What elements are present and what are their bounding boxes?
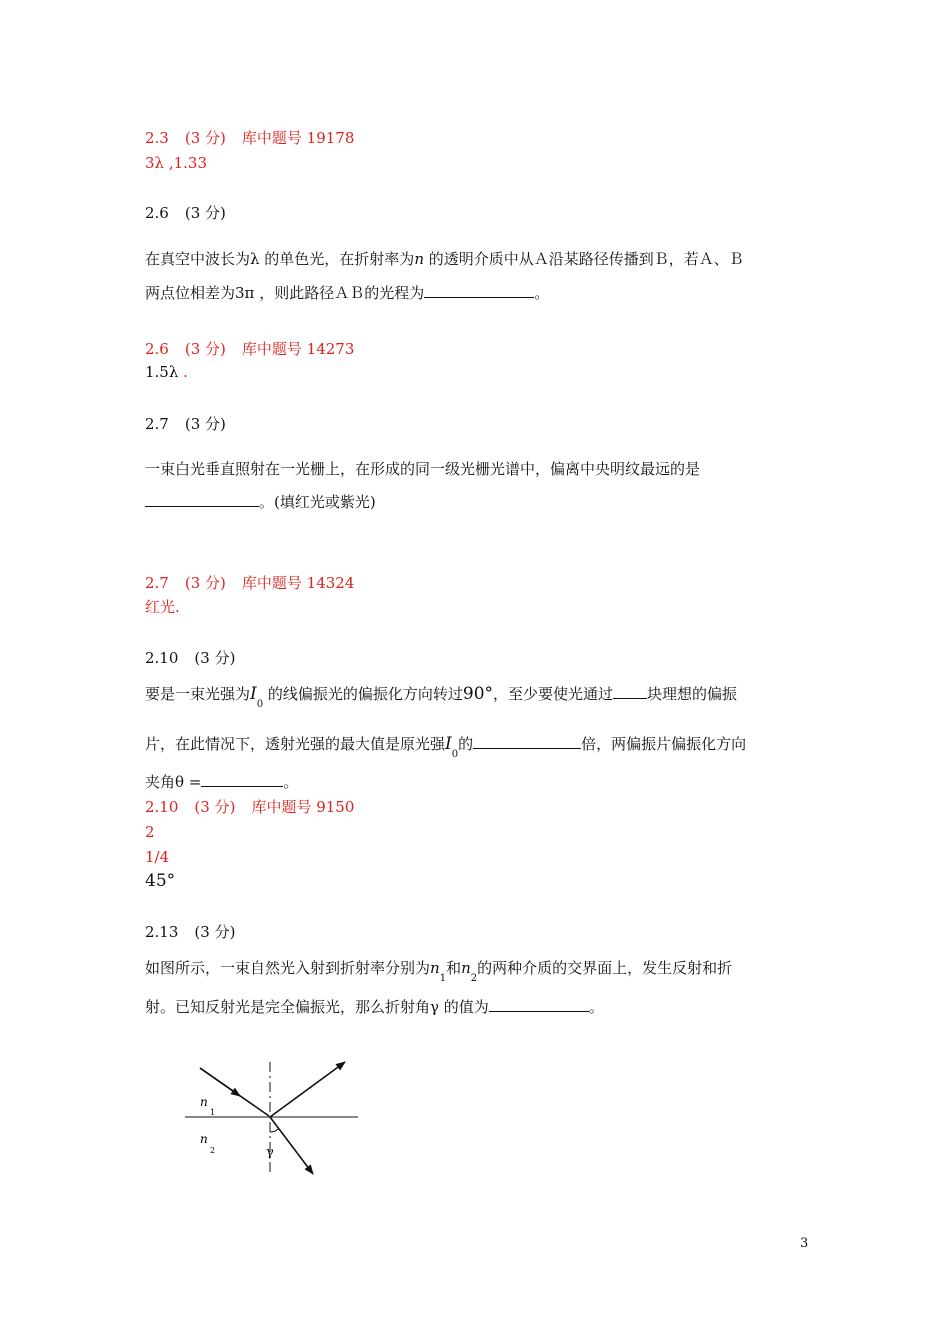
answer-2-10-2: 1/4 — [145, 848, 170, 866]
question-2-7-line1: 一束白光垂直照射在一光栅上，在形成的同一级光栅光谱中，偏离中央明纹最远的是 — [145, 460, 701, 478]
label-n2-sub: 2 — [210, 1146, 216, 1155]
answer-2-10-3: 45° — [145, 871, 176, 891]
refracted-ray — [270, 1117, 313, 1174]
question-2-10-line2: 片，在此情况下，透射光强的最大值是原光强$I_0$的 倍，两偏振片偏振化方向 — [145, 734, 747, 760]
question-2-13-line1: 如图所示，一束自然光入射到折射率分别为$n_1$和$n_2$的两种介质的交界面上，发生反射和折 — [145, 959, 733, 984]
question-2-13-line2: 射。已知反射光是完全偏振光，那么折射角γ 的值为 。 — [145, 998, 604, 1016]
answer-blank — [489, 997, 589, 1012]
answer-header-2-6: 2.6 (3 分) 库中题号 14273 — [145, 340, 355, 358]
answer-2-6: 1.5λ . — [145, 363, 188, 381]
question-2-10-line3: 夹角θ = 。 — [145, 773, 299, 791]
question-header-2-7: 2.7 (3 分) — [145, 415, 226, 433]
incident-arrow — [200, 1068, 240, 1096]
page-number: 3 — [800, 1236, 809, 1251]
label-n1-sub: 1 — [210, 1108, 216, 1117]
answer-blank — [201, 772, 283, 787]
reflected-ray — [270, 1062, 345, 1117]
question-header-2-10: 2.10 (3 分) — [145, 649, 236, 667]
answer-blank — [424, 283, 534, 298]
answer-2-3: 3λ ,1.33 — [145, 154, 207, 172]
answer-header-2-3: 2.3 (3 分) 库中题号 19178 — [145, 129, 355, 147]
answer-blank — [473, 734, 581, 749]
label-n1: n — [200, 1095, 208, 1109]
question-2-6-line1: 在真空中波长为λ 的单色光，在折射率为n 的透明介质中从Ａ沿某路径传播到Ｂ，若Ａ、Ｂ — [145, 250, 744, 268]
question-2-6-line2: 两点位相差为3π ，则此路径ＡＢ的光程为 。 — [145, 284, 550, 302]
answer-blank — [145, 492, 259, 507]
answer-header-2-10: 2.10 (3 分) 库中题号 9150 — [145, 798, 355, 816]
question-header-2-6: 2.6 (3 分) — [145, 204, 226, 222]
answer-2-7: 红光. — [145, 598, 180, 616]
question-2-7-line2: 。(填红光或紫光) — [145, 492, 376, 512]
reflection-refraction-diagram — [180, 1050, 370, 1180]
label-gamma: γ — [266, 1145, 274, 1160]
answer-2-10-1: 2 — [145, 823, 155, 841]
answer-header-2-7: 2.7 (3 分) 库中题号 14324 — [145, 574, 355, 592]
answer-blank — [613, 684, 647, 699]
label-n2: n — [200, 1132, 208, 1146]
question-2-10-line1: 要是一束光强为$I_0$ 的线偏振光的偏振化方向转过90°，至少要使光通过 块理想的偏振 — [145, 684, 738, 710]
angle-arc — [270, 1129, 278, 1132]
question-header-2-13: 2.13 (3 分) — [145, 923, 236, 941]
